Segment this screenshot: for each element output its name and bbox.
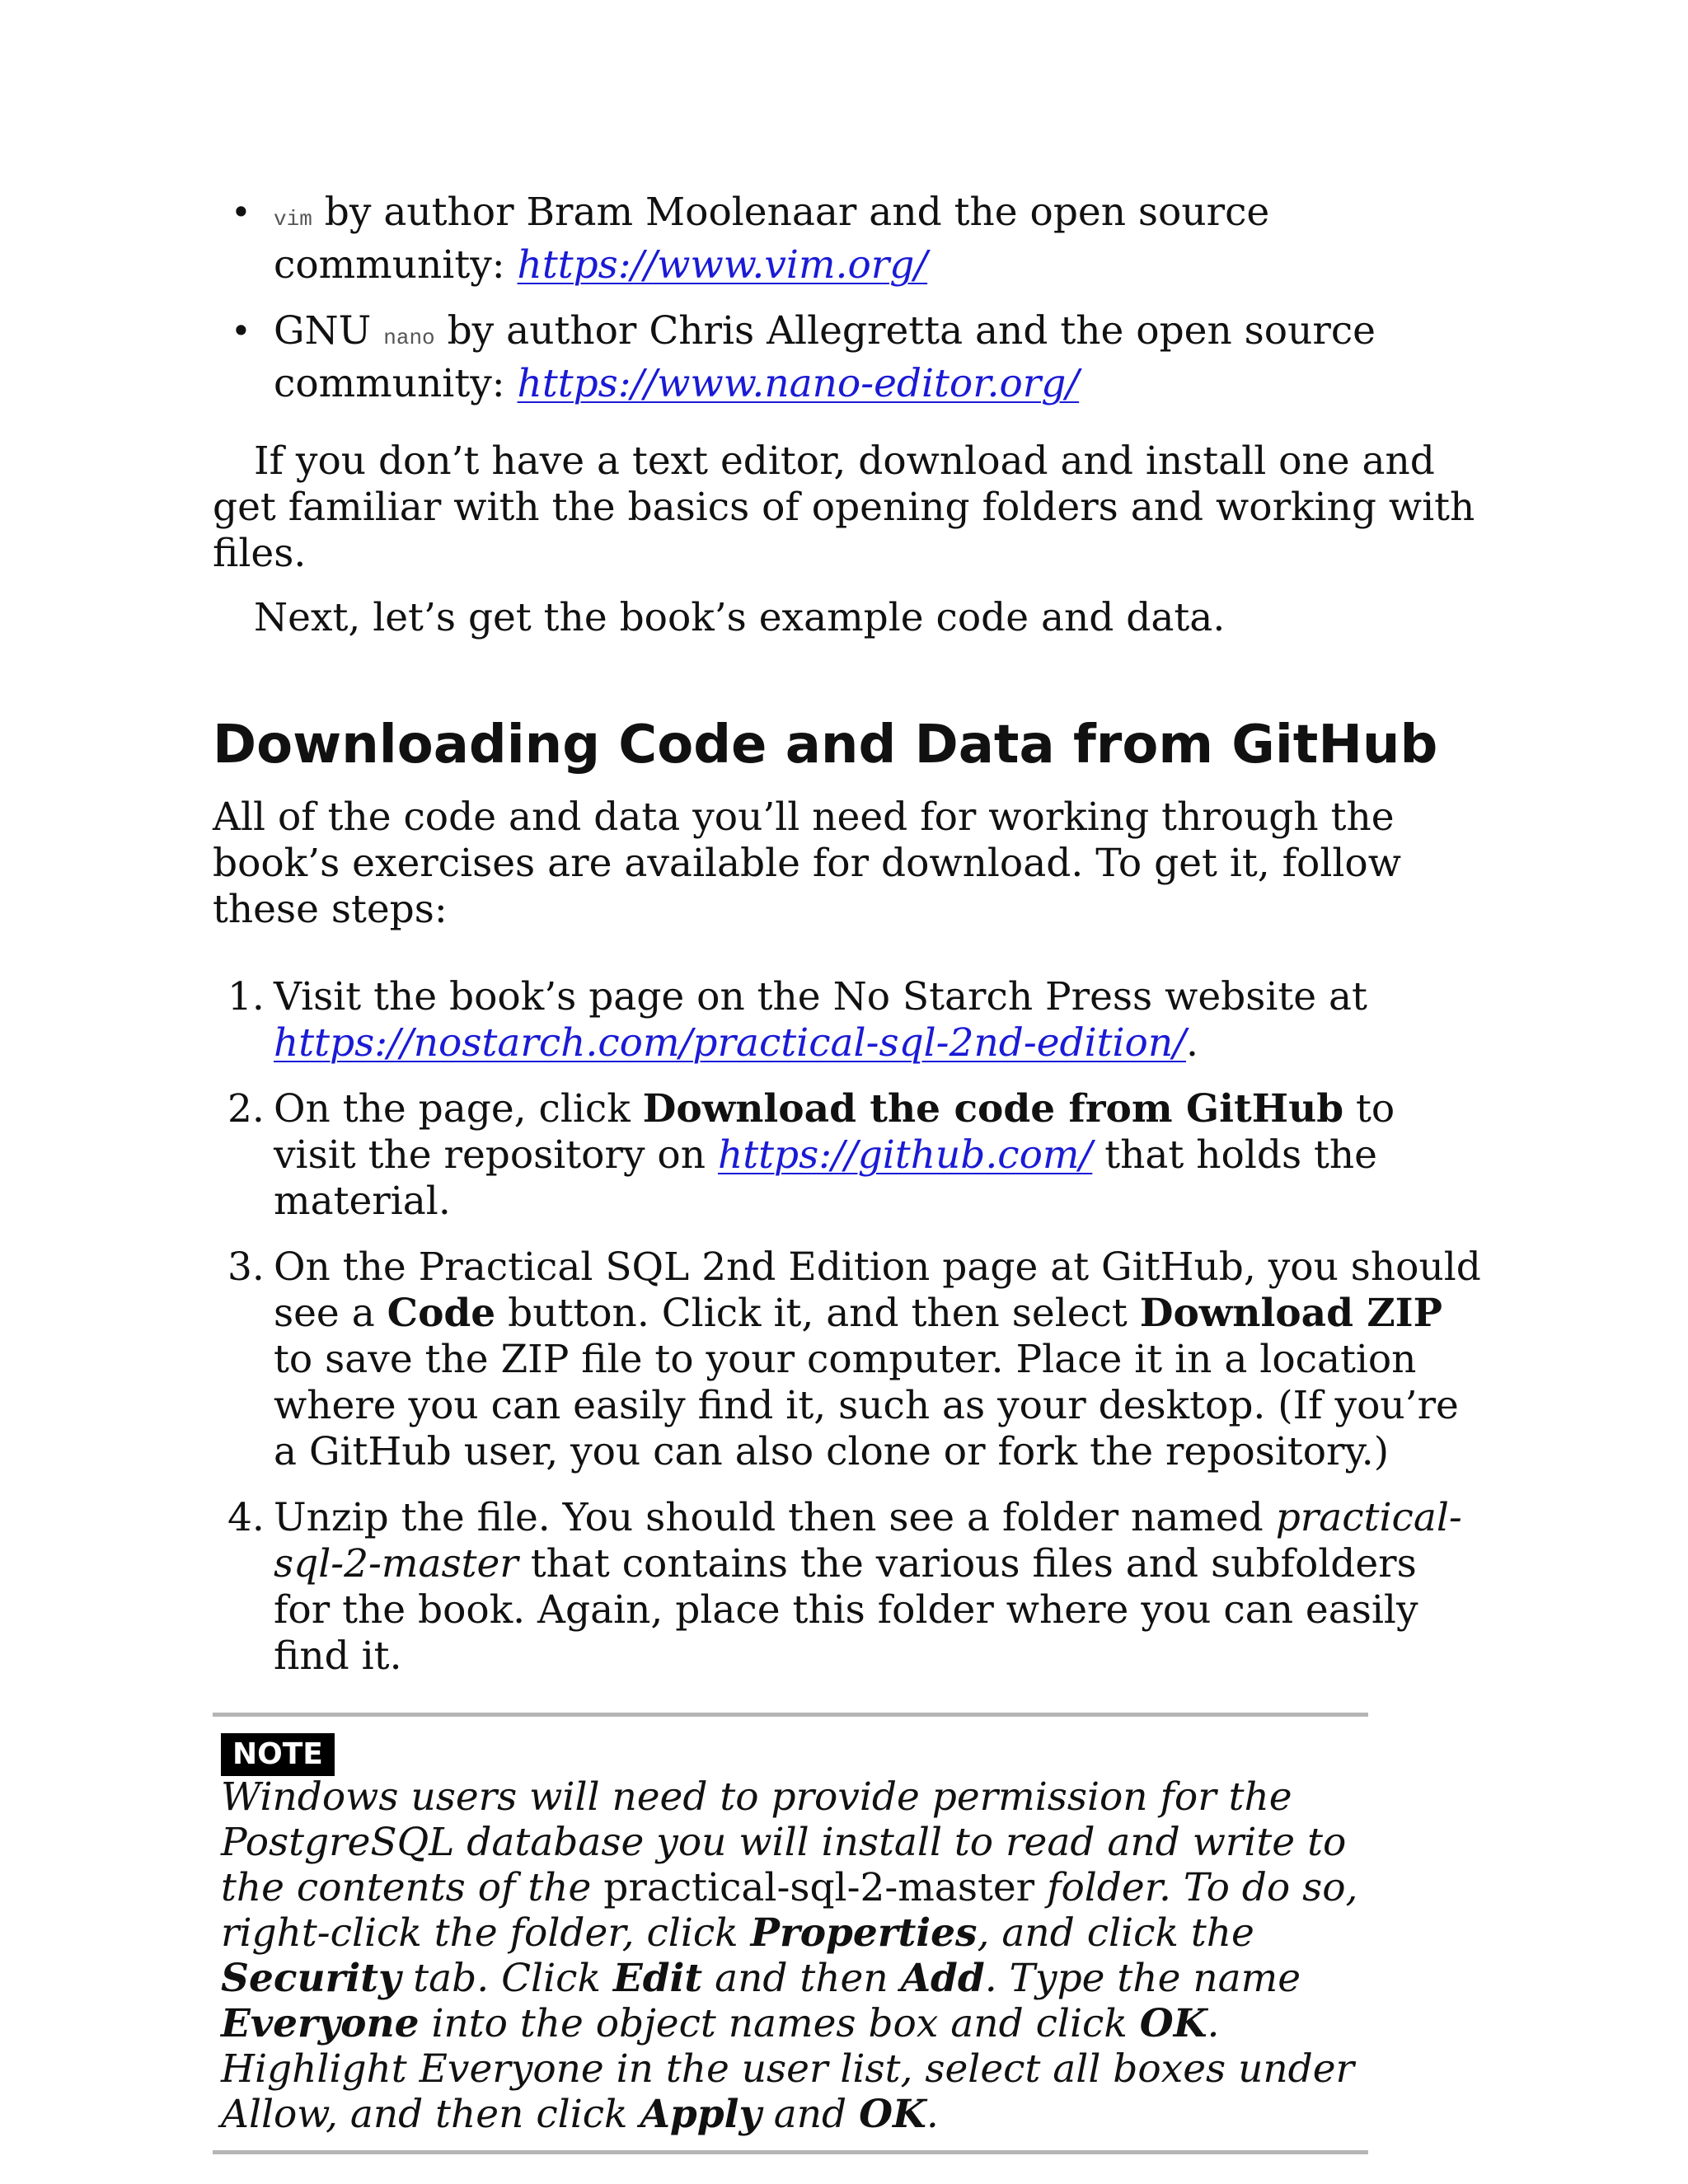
note-fragment: . Type the name xyxy=(984,1956,1301,2001)
note-bold: Everyone xyxy=(221,2001,420,2046)
link-vim[interactable]: https://www.vim.org/ xyxy=(517,242,928,288)
step-text: to visit the repository on xyxy=(274,1086,1395,1178)
step-number: 3. xyxy=(227,1244,265,1290)
step-text: that holds the material. xyxy=(274,1132,1377,1224)
note-bold: OK xyxy=(1139,2001,1207,2046)
step-text: On the Practical SQL 2nd Edition page at GitHub, you should see a xyxy=(274,1244,1481,1336)
note-label: NOTE xyxy=(221,1733,335,1776)
step-bold: Download ZIP xyxy=(1139,1291,1442,1336)
bullet-text-nano: by author Chris Allegretta and the open source community: xyxy=(274,308,1376,406)
document-page xyxy=(213,190,1482,2154)
step-4 xyxy=(213,1495,1482,1680)
step-number: 1. xyxy=(227,974,265,1019)
note-text xyxy=(221,1774,1360,2137)
note-bold: Edit xyxy=(612,1956,703,2001)
step-bold: Download the code from GitHub xyxy=(642,1086,1344,1132)
note-bold: Add xyxy=(900,1956,985,2001)
step-text: . xyxy=(1185,1020,1198,1066)
bullet-text-vim: by author Bram Moolenaar and the open source community: xyxy=(274,190,1270,288)
code-vim: vim xyxy=(274,207,312,232)
step-text: On the page, click xyxy=(274,1086,643,1132)
list-item-vim xyxy=(213,190,1482,288)
paragraph-text-editor: If you don’t have a text editor, download and install one and get familiar with the basics of opening folders and working with files. xyxy=(213,438,1475,576)
note-box xyxy=(213,1713,1368,2154)
step-3 xyxy=(213,1244,1482,1475)
note-bold: OK xyxy=(859,2092,926,2137)
editor-list xyxy=(213,190,1482,407)
link-nano[interactable]: https://www.nano-editor.org/ xyxy=(517,361,1080,406)
bullet-prefix-gnu: GNU xyxy=(274,308,384,354)
note-fragment: , and click the xyxy=(977,1910,1254,1956)
note-fragment: into the object names box and click xyxy=(419,2001,1140,2046)
note-fragment: folder. To do so, right-click the folder, click xyxy=(221,1865,1358,1956)
step-2 xyxy=(213,1086,1482,1225)
step-text: Visit the book’s page on the No Starch Press website at xyxy=(274,974,1367,1019)
note-bold: Properties xyxy=(750,1910,978,1956)
section-heading: Downloading Code and Data from GitHub xyxy=(213,715,1438,776)
step-text: button. Click it, and then select xyxy=(495,1291,1140,1336)
link-nostarch[interactable]: https://nostarch.com/practical-sql-2nd-edition/ xyxy=(274,1020,1186,1066)
list-item-nano xyxy=(213,308,1482,407)
step-bold: Code xyxy=(387,1291,496,1336)
step-text: to save the ZIP file to your computer. Place it in a location where you can easily find it, such as your desktop. (If you’re a GitHub user, you can also clone or fork the repository.) xyxy=(274,1337,1459,1474)
step-1 xyxy=(213,974,1482,1066)
paragraph-next: Next, let’s get the book’s example code and data. xyxy=(254,595,1226,640)
section-intro: All of the code and data you’ll need for working through the book’s exercises are available for download. To get it, follow these steps: xyxy=(213,794,1401,932)
note-bold: Security xyxy=(221,1956,401,2001)
step-number: 2. xyxy=(227,1086,265,1132)
download-steps xyxy=(213,974,1482,1680)
note-fragment: . xyxy=(926,2092,939,2137)
code-nano: nano xyxy=(383,326,435,350)
note-fragment: . Highlight Everyone in the user list, select all boxes under Allow, and then click xyxy=(221,2001,1354,2137)
step-number: 4. xyxy=(227,1495,265,1540)
note-fragment: and then xyxy=(702,1956,901,2001)
note-fragment: and xyxy=(761,2092,860,2137)
note-folder-name: practical-sql-2-master xyxy=(603,1865,1035,1910)
note-fragment: Windows users will need to provide permission for the PostgreSQL database you will install to read and write to the contents of the xyxy=(221,1774,1347,1910)
note-bold: Apply xyxy=(640,2092,762,2137)
note-fragment: tab. Click xyxy=(401,1956,613,2001)
step-text: Unzip the file. You should then see a folder named xyxy=(274,1495,1276,1540)
link-github[interactable]: https://github.com/ xyxy=(717,1132,1093,1178)
step-text: that contains the various files and subfolders for the book. Again, place this folder where you can easily find it. xyxy=(274,1541,1418,1679)
step-italic: practical-sql-2-master xyxy=(274,1495,1462,1586)
